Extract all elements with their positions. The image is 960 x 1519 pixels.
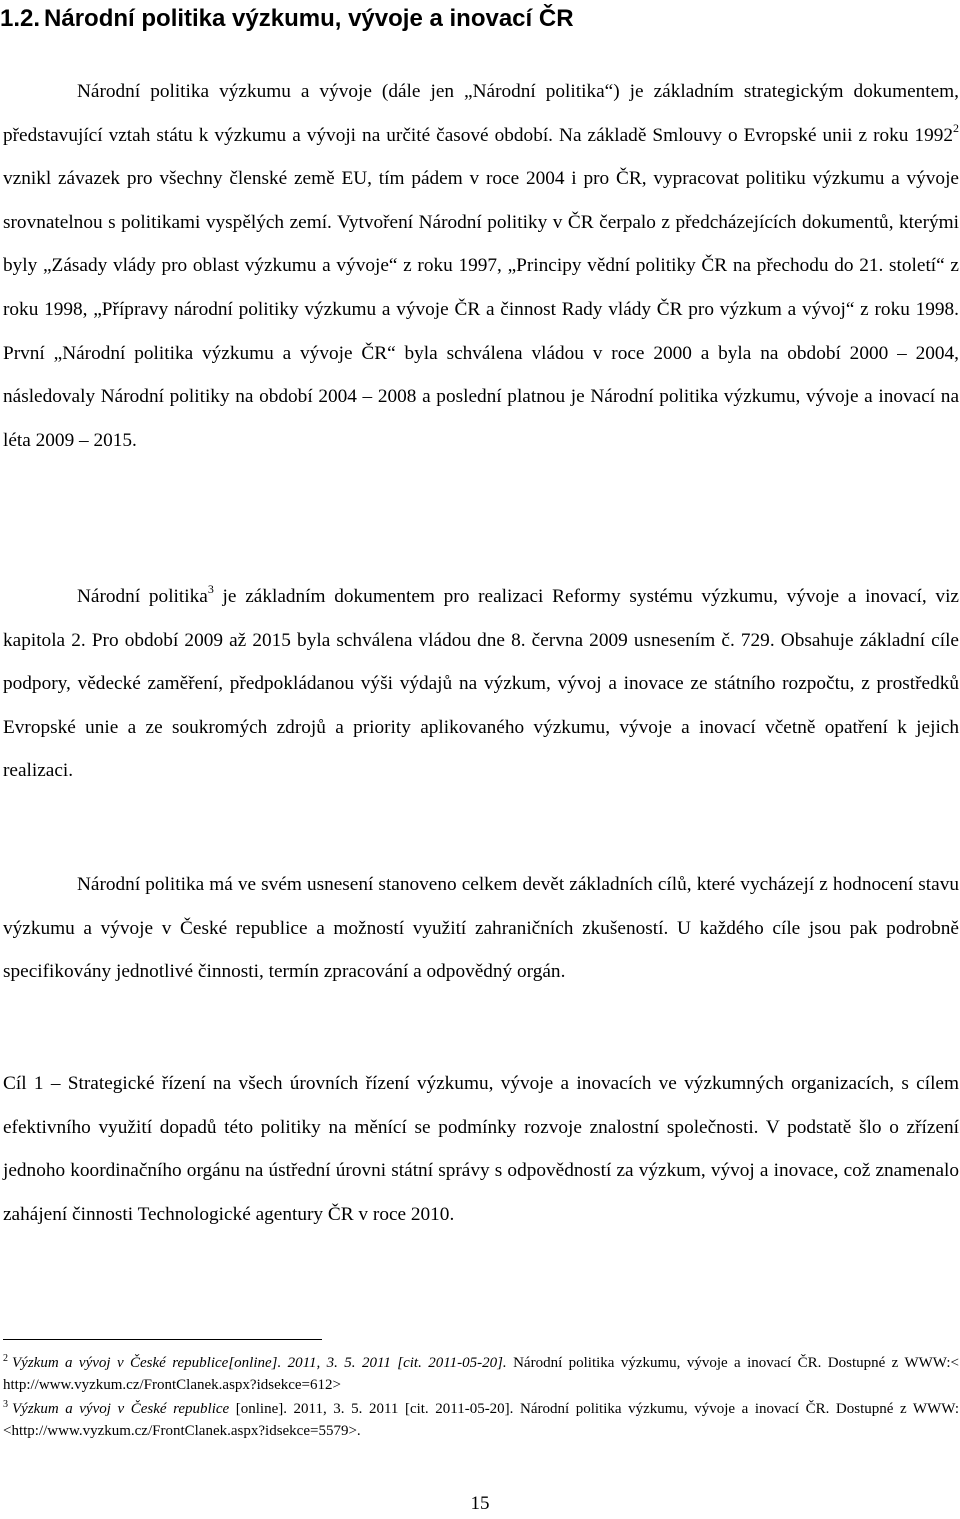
footnote-marker: 3 xyxy=(3,1399,8,1411)
paragraph-goal-1: Cíl 1 – Strategické řízení na všech úrovních řízení výzkumu, vývoje a inovacích ve výzkumných organizacích, s cílem efektivního využití dopadů této politiky na měnící se podmínky rozvoje znalostní společnosti. V podstatě šlo o zřízení jednoho koordinačního orgánu na ústřední úrovni státní správy s odpovědností za výzkum, vývoj a inovace, což znamenalo zahájení činnosti Technologické agentury ČR v roce 2010. xyxy=(3,1073,959,1225)
paragraph-national-policy-intro xyxy=(3,70,959,462)
footnote-source-title: Výzkum a vývoj v České republice[online]. 2011, 3. 5. 2011 [cit. 2011-05-20]. xyxy=(12,1355,507,1371)
section-number: 1.2. xyxy=(0,5,41,32)
paragraph-national-policy-reform xyxy=(3,575,959,793)
footnote-text: Národní politika výzkumu, vývoje a inovací ČR. Dostupné z WWW:< http://www.vyzkum.cz/FrontClanek.aspx?idsekce=612> xyxy=(3,1355,960,1393)
paragraph-text: vznikl závazek pro všechny členské země EU, tím pádem v roce 2004 i pro ČR, vypracovat politiku výzkumu a vývoje srovnatelnou s politikami vyspělých zemí. Vytvoření Národní politiky v ČR čerpalo z předcházejících dokumentů, kterými byly „Zásady vlády pro oblast výzkumu a vývoje“ z roku 1997, „Principy vědní politiky ČR na přechodu do 21. století“ z roku 1998, „Přípravy národní politiky výzkumu a vývoje ČR a činnost Rady vlády ČR pro výzkum a vývoj“ z roku 1998. První „Národní politika výzkumu a vývoje ČR“ byla schválena vládou v roce 2000 a byla na období 2000 – 2004, následovaly Národní politiky na období 2004 – 2008 a poslední platnou je Národní politika výzkumu, vývoje a inovací na léta 2009 – 2015. xyxy=(3,168,959,451)
footnote-divider xyxy=(3,1339,322,1340)
footnote-text: [online]. 2011, 3. 5. 2011 [cit. 2011-05-20]. Národní politika výzkumu, vývoje a inovací ČR. Dostupné z WWW: <http://www.vyzkum.cz/FrontClanek.aspx?idsekce=5579>. xyxy=(3,1401,959,1439)
section-heading xyxy=(0,4,574,34)
footnote-ref-3: 3 xyxy=(207,582,214,596)
footnote-item xyxy=(3,1399,959,1442)
footnote-ref-2: 2 xyxy=(953,120,959,135)
footnotes xyxy=(3,1353,959,1445)
section-title: Národní politika výzkumu, vývoje a inovací ČR xyxy=(44,5,574,32)
paragraph-text: Národní politika výzkumu a vývoje (dále jen „Národní politika“) je základním strategickým dokumentem, představující vztah státu k výzkumu a vývoji na určité časové období. Na základě Smlouvy o Evropské unii z roku 1992 xyxy=(3,81,959,146)
footnote-source-title: Výzkum a vývoj v České republice xyxy=(12,1401,230,1418)
paragraph-text: je základním dokumentem pro realizaci Reformy systému výzkumu, vývoje a inovací, viz kapitola 2. Pro období 2009 až 2015 byla schválena vládou dne 8. června 2009 usnesením č. 729. Obsahuje základní cíle podpory, vědecké zaměření, předpokládanou výši výdajů na výzkum, vývoj a inovace ze státního rozpočtu, z prostředků Evropské unie a ze soukromých zdrojů a priority aplikovaného výzkumu, vývoje a inovací včetně opatření k jejich realizaci. xyxy=(3,586,959,782)
footnote-item xyxy=(3,1353,959,1396)
paragraph-nine-goals: Národní politika má ve svém usnesení stanoveno celkem devět základních cílů, které vycházejí z hodnocení stavu výzkumu a vývoje v České republice a možností využití zahraničních zkušeností. U každého cíle jsou pak podrobně specifikovány jednotlivé činnosti, termín zpracování a odpovědný orgán. xyxy=(3,874,959,983)
page-number: 15 xyxy=(470,1493,490,1514)
footnote-marker: 2 xyxy=(3,1353,8,1364)
paragraph-text: Národní politika xyxy=(77,586,208,607)
